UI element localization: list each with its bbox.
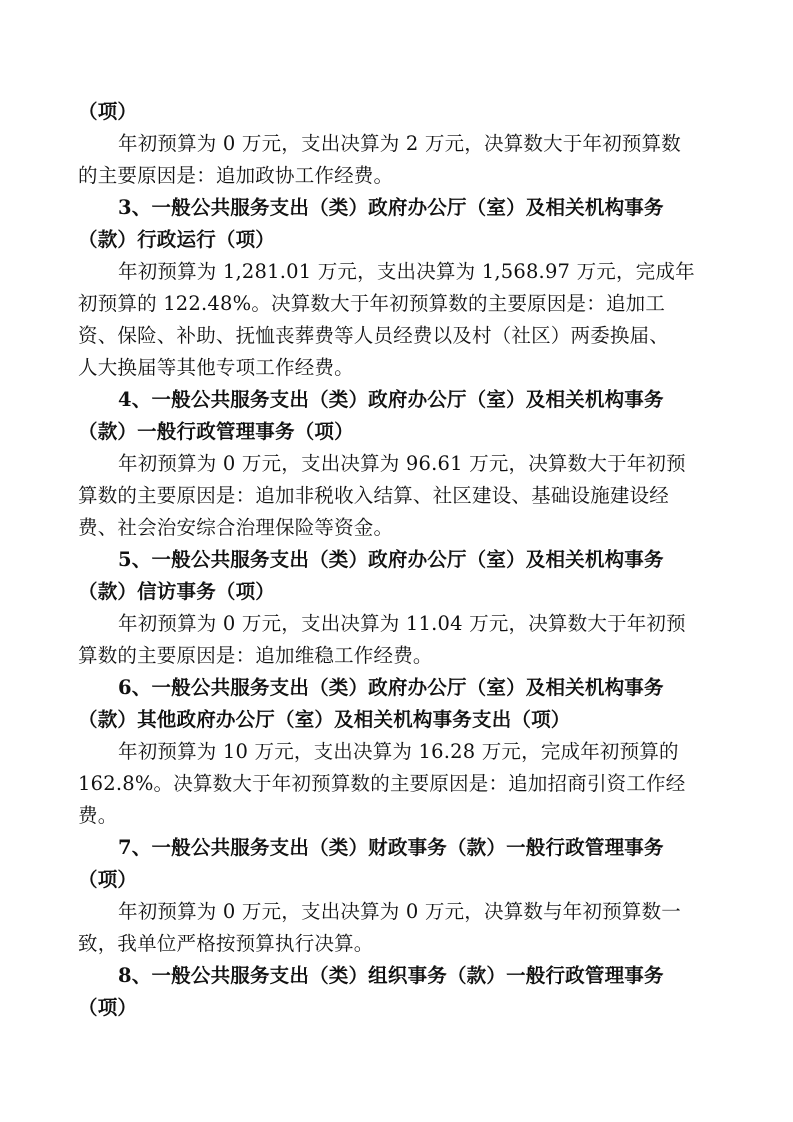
heading-line: （款）一般行政管理事务（项） [78, 420, 354, 443]
paragraph-line: 年初预算为 10 万元，支出决算为 16.28 万元，完成年初预算的 [118, 740, 679, 763]
paragraph-line: 致，我单位严格按预算执行决算。 [78, 932, 374, 955]
paragraph-line: 算数的主要原因是：追加维稳工作经费。 [78, 644, 433, 667]
heading-line: 7、一般公共服务支出（类）财政事务（款）一般行政管理事务 [118, 836, 664, 859]
paragraph-line: 162.8%。决算数大于年初预算数的主要原因是：追加招商引资工作经 [78, 772, 686, 795]
heading-line: 8、一般公共服务支出（类）组织事务（款）一般行政管理事务 [118, 964, 664, 987]
heading-line: （款）行政运行（项） [78, 228, 276, 251]
paragraph-line: 资、保险、补助、抚恤丧葬费等人员经费以及村（社区）两委换届、 [78, 324, 670, 347]
heading-line: （款）信访事务（项） [78, 580, 276, 603]
paragraph-line: 算数的主要原因是：追加非税收入结算、社区建设、基础设施建设经 [78, 484, 670, 507]
heading-line: （款）其他政府办公厅（室）及相关机构事务支出（项） [78, 708, 571, 731]
heading-line: 6、一般公共服务支出（类）政府办公厅（室）及相关机构事务 [118, 676, 664, 699]
paragraph-line: 的主要原因是：追加政协工作经费。 [78, 164, 394, 187]
paragraph-line: 年初预算为 1,281.01 万元，支出决算为 1,568.97 万元，完成年 [118, 260, 695, 283]
paragraph-line: 年初预算为 0 万元，支出决算为 96.61 万元，决算数大于年初预 [118, 452, 686, 475]
heading-line: 5、一般公共服务支出（类）政府办公厅（室）及相关机构事务 [118, 548, 664, 571]
paragraph-line: 年初预算为 0 万元，支出决算为 0 万元，决算数与年初预算数一 [118, 900, 682, 923]
paragraph-line: 费。 [78, 804, 118, 827]
heading-line: （项） [78, 100, 138, 123]
heading-line: 3、一般公共服务支出（类）政府办公厅（室）及相关机构事务 [118, 196, 664, 219]
heading-line: （项） [78, 996, 138, 1019]
paragraph-line: 初预算的 122.48%。决算数大于年初预算数的主要原因是：追加工 [78, 292, 666, 315]
paragraph-line: 年初预算为 0 万元，支出决算为 11.04 万元，决算数大于年初预 [118, 612, 686, 635]
paragraph-line: 费、社会治安综合治理保险等资金。 [78, 516, 394, 539]
paragraph-line: 人大换届等其他专项工作经费。 [78, 356, 354, 379]
heading-line: 4、一般公共服务支出（类）政府办公厅（室）及相关机构事务 [118, 388, 664, 411]
paragraph-line: 年初预算为 0 万元，支出决算为 2 万元，决算数大于年初预算数 [118, 132, 682, 155]
heading-line: （项） [78, 868, 138, 891]
